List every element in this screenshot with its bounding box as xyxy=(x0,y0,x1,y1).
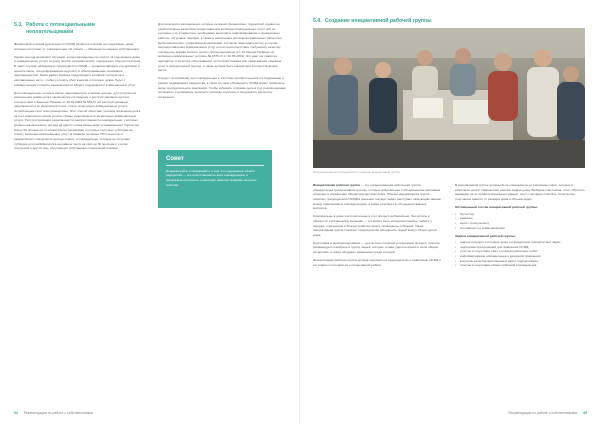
lead-term: Инициативная рабочая группа xyxy=(313,183,360,187)
tip-text: Информируйте и напоминайте о том, что содержание общего имущества — это ответственность всех совладельцев, и прозрачная отчетность о расходах помогает вовремя получать платежи. xyxy=(166,168,257,187)
section-title: Создание инициативной рабочей группы xyxy=(325,18,432,24)
list-item: • инженер, xyxy=(455,216,587,221)
paragraph: Инициативная рабочая группа должна подчиняться председателю и правлению ОСМД и регулярно отчитываться о проделанной работе. xyxy=(313,258,441,267)
photo-illustration xyxy=(313,28,585,168)
roles-list xyxy=(455,212,587,231)
lead-text: — это организованная небольшая группа совладельцев (инициативная группа), которые добровольно и объединенные желанием помогают в управлении общим имуществом дома. Обычно инициативная группа помогает председателю ОСМД в решении текущих задач, выступает связующим звеном между правлением и совладельцами, а также участвует в обсуждении важных вопросов. xyxy=(313,183,441,211)
list-item: • подготовка предложений для правления ОСМД; xyxy=(455,245,587,250)
section-heading-5-4 xyxy=(313,18,513,25)
paragraph: Для совладельцев, которые имеют задолженность и низкие доходы, для получателя уменьшения суммы долга заключается соглашение о реструктуризации долга в соответствии с Законом Украины от 20.02.2003 № 554-IV «О реструктуризации задолженности по квартирной плате, плате за жилищно-коммунальные услуги, потребленные газ и электроэнергию». Этот способ облегчает условия погашения долга за счет изменения сроков уплаты суммы задолженности за жилищно-коммунальные услуги. Реструктуризация задолженности распространяется совладельцев, у которых уровень ежемесячного дохода на одного члена семьи ниже установленного порога (не более 50 процентов от прожиточного минимума) и которые получают субсидии на оплату жилищно-коммунальных услуг (в размере не менее 25 процентов от ежемесячного совокупного дохода семьи), и совладельцы, которые не получают субсидии для разбивки долга на равные части на срок до 60 месяцев с учетом получения и других лиц, получающих собственных социальной помощи. xyxy=(14,90,141,151)
footer-text: Рекомендации по работе с собственниками xyxy=(23,411,93,415)
paragraph: Для категории совладельцев, которые не имеют финансовых трудностей, однако не удовлетворены качеством предоставления жилищно-коммунальных услуг или не согласны с их стоимостью, необходимо выполнить информирование о проведенных работах, об уровне тарифов, а также в заключении договоров правильных расчетов и выполнения работ управляющей компанией. Согласно законодательству, в случае непредоставления коммунальных услуг или их несоответствия требуемому качеству, совладелец вправе снизить оплату пропорционально (ст. 10 Закона Украины «О жилищно-коммунальных услугах» № 1875-IV от 24.06.2004). Это дает им право на перерасчет в качестве обслуживания, если приостановка или прекращение оказания услуг в определенный период, а также должна быть оформлена соответствующим актом. xyxy=(158,22,283,73)
list-item: • участие в подготовке общих собраний совладельцев. xyxy=(455,263,587,268)
section-heading-5-3 xyxy=(14,22,134,35)
paragraph: В инициативной группе должны быть специалисты из различных сфер, которые в комплексе смогут эффективно решать задачи дома. Выбирая участников, стоит обратить внимание на их профессиональные навыки, опыт и желание помогать. Количество участников зависит от размера дома и объема задач. xyxy=(455,183,585,201)
paragraph: Совладельцы в доме часто включены в этот процесс добровольно, без оплаты и обычно по собственному желанию — это может быть соседская помощь, забота о порядке, озеленение и благоустройство двора, проведение собраний. Такая инициативная группа помогает председателю объединить людей вокруг общих целей дома. xyxy=(313,214,437,237)
right-text-column-2 xyxy=(455,183,587,271)
section-title: Работа с потенциальными неплательщиками xyxy=(26,22,95,35)
photo-caption: Консультирование сотрудников по созданию инициативной группы xyxy=(313,170,400,174)
footer-text: Рекомендации по работе с собственниками xyxy=(508,411,578,415)
page-number: 95 xyxy=(583,411,587,415)
right-footer xyxy=(508,411,587,415)
list-item: • бухгалтер, xyxy=(455,212,587,217)
tasks-list xyxy=(455,240,587,268)
paragraph: Финансовой основой деятельности ОСМД являются платежи на содержание дома, которые поступают от совладельцев. Их уплата — обязанность каждого собственника. xyxy=(14,42,140,51)
section-number: 5.3. xyxy=(14,22,23,28)
left-text-column-2 xyxy=(158,22,286,103)
paragraph: Однако иногда возникают ситуации, когда совладельцы не платят за содержание дома и коммунальные услуги по ряду причин (экономических, социальных, психологических). В таких случаях обязанность председателя ОСМД — проанализировать эти причины и принять меры, предотвращающие неуплату и обеспечивающие понимание задолженностей. Также важно заранее предупредить конфликт интересов и, направленные на то, чтобы улучшить сбор взносов и платежи, нужно будет с совладельцами погасить задолженности общего содержания и коммунальных услуг. xyxy=(14,54,142,87)
list-item: • специалист по коммуникациям. xyxy=(455,226,587,231)
list-item: • участие в подготовке смет и планов ремонтных работ; xyxy=(455,249,587,254)
tip-divider xyxy=(166,165,264,166)
roles-heading: Оптимальный состав инициативной рабочей группы: xyxy=(455,204,539,209)
tasks-heading: Задачи инициативной рабочей группы: xyxy=(455,233,516,238)
meeting-photo xyxy=(313,28,585,168)
list-item: • анализ текущего состояния дома и определение приоритетных задач; xyxy=(455,240,587,245)
list-item: • юрист (консультант), xyxy=(455,221,587,226)
section-number: 5.4. xyxy=(313,18,322,24)
left-text-column-1 xyxy=(14,42,142,154)
right-text-column-1 xyxy=(313,183,441,271)
page-number: 94 xyxy=(14,411,18,415)
list-item: • информирование совладельцев о решениях правления; xyxy=(455,254,587,259)
paragraph xyxy=(313,183,441,211)
left-footer xyxy=(14,411,93,415)
tip-box xyxy=(158,150,272,208)
tip-title: Совет xyxy=(166,156,184,162)
paragraph: Подготовка и функционирование — достаточно сложный и серьезный процесс, поэтому рекомендуется выбрать в группу людей, которые готовы уделять время и силы общим интересам, а также обладают уважением среди соседей. xyxy=(313,240,440,255)
paragraph: Следует по-прежнему для совладельцев в злостных неплательщиков на содержание и ремонт недвижимого имущества, в таких случаях обязанность ОСМД может применить меры принудительного взыскания. Чтобы избежать отправки дела в суд, рекомендовано поговорить с должником, выяснить причины неуплаты и предложить рассрочку погашения. xyxy=(158,76,286,99)
list-item: • контроль качества выполненных работ подрядчиками; xyxy=(455,259,587,264)
